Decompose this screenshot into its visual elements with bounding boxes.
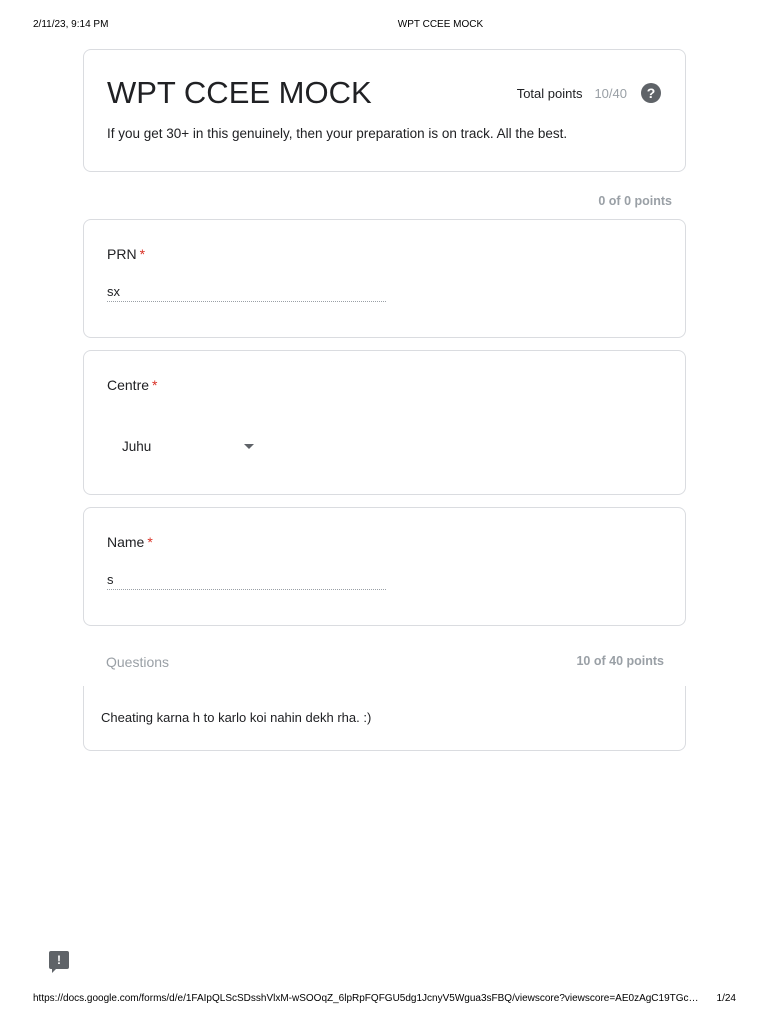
total-points <box>517 83 661 103</box>
print-footer <box>0 993 768 1009</box>
total-points-label: Total points <box>516 85 583 101</box>
form-header-card <box>83 49 686 172</box>
section-points: 10 of 40 points <box>576 654 664 668</box>
chevron-down-icon <box>244 444 254 449</box>
notice-card <box>83 686 686 751</box>
help-icon[interactable]: ? <box>641 83 661 103</box>
centre-dropdown[interactable] <box>122 436 262 456</box>
centre-selected-value: Juhu <box>122 438 152 454</box>
print-title: WPT CCEE MOCK <box>397 19 484 30</box>
question-title: Centre <box>107 377 150 393</box>
feedback-icon[interactable]: ! <box>49 951 69 969</box>
required-asterisk: * <box>152 377 158 393</box>
print-datetime: 2/11/23, 9:14 PM <box>33 19 109 30</box>
form-title: WPT CCEE MOCK <box>107 75 372 110</box>
section-points: 0 of 0 points <box>598 194 672 208</box>
question-label-prn <box>107 246 145 262</box>
notice-text: Cheating karna h to karlo koi nahin dekh rha. :) <box>101 710 372 725</box>
required-asterisk: * <box>147 534 153 550</box>
question-label-centre <box>107 377 157 393</box>
question-label-name <box>107 534 153 550</box>
print-header <box>0 0 768 50</box>
form-description: If you get 30+ in this genuinely, then your preparation is on track. All the best. <box>107 126 568 141</box>
answer-name: s <box>107 572 386 590</box>
question-card-name <box>83 507 686 626</box>
question-title: PRN <box>107 246 137 262</box>
section-title: Questions <box>106 654 170 670</box>
required-asterisk: * <box>139 246 146 262</box>
print-page-number: 1/24 <box>716 993 736 1004</box>
question-card-centre <box>83 350 686 495</box>
print-url: https://docs.google.com/forms/d/e/1FAIpQLScSDsshVlxM-wSOOqZ_6lpRpFQFGU5dg1JcnyV5Wgua3sFBQ/viewscore?viewscore=AE0zAgC19TGc… <box>33 993 699 1004</box>
question-card-prn <box>83 219 686 338</box>
answer-prn: sx <box>107 284 386 302</box>
question-title: Name <box>107 534 145 550</box>
total-points-value: 10/40 <box>594 85 627 101</box>
